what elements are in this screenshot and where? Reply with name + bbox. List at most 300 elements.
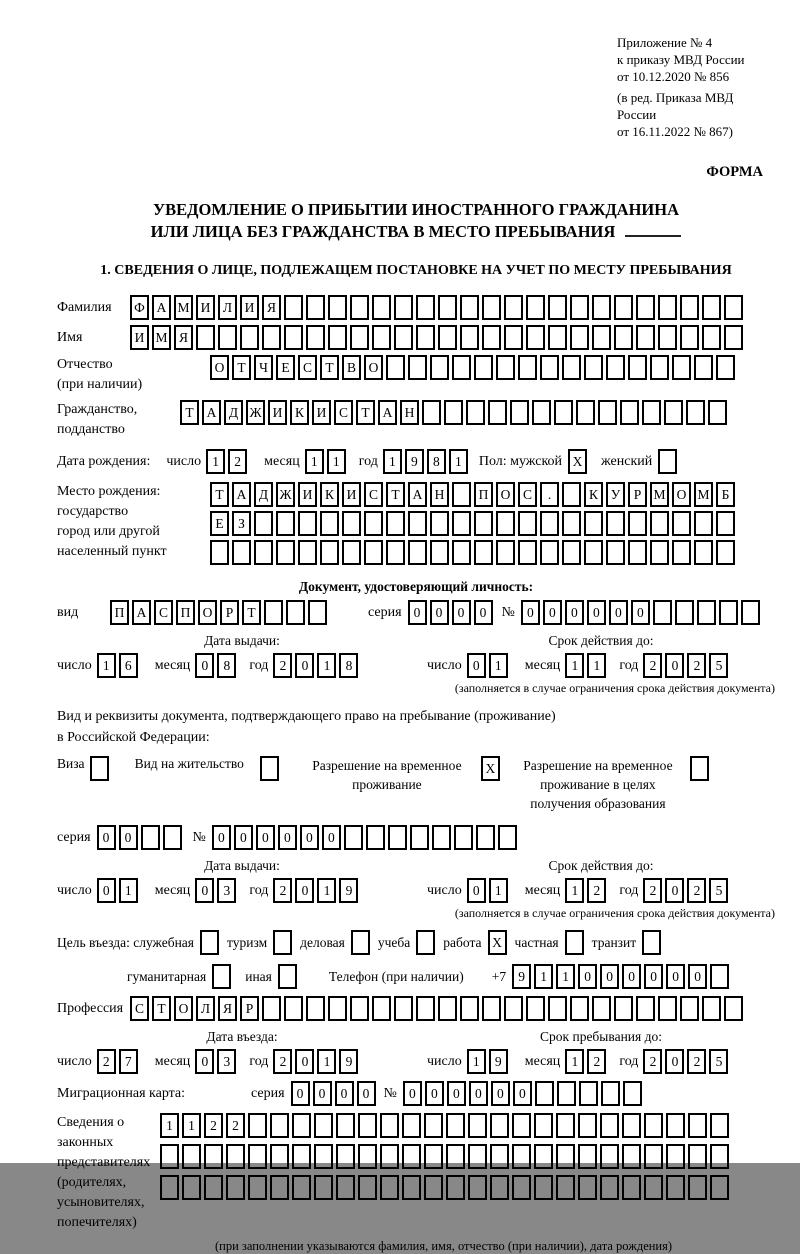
char-cell[interactable] bbox=[628, 540, 647, 565]
char-cell[interactable] bbox=[372, 325, 391, 350]
char-cell[interactable]: 2 bbox=[228, 449, 247, 474]
char-cell[interactable]: 1 bbox=[317, 878, 336, 903]
char-cell[interactable]: Б bbox=[716, 482, 735, 507]
char-cell[interactable]: О bbox=[496, 482, 515, 507]
char-cell[interactable] bbox=[658, 325, 677, 350]
char-cell[interactable] bbox=[526, 325, 545, 350]
char-cell[interactable] bbox=[394, 996, 413, 1021]
char-cell[interactable] bbox=[672, 511, 691, 536]
char-cell[interactable]: 1 bbox=[489, 653, 508, 678]
char-cell[interactable]: 1 bbox=[97, 653, 116, 678]
char-cell[interactable] bbox=[496, 355, 515, 380]
char-cell[interactable] bbox=[556, 1113, 575, 1138]
char-cell[interactable]: И bbox=[268, 400, 287, 425]
char-cell[interactable] bbox=[468, 1113, 487, 1138]
char-cell[interactable] bbox=[424, 1175, 443, 1200]
char-cell[interactable]: 1 bbox=[160, 1113, 179, 1138]
char-cell[interactable] bbox=[496, 540, 515, 565]
char-cell[interactable]: П bbox=[474, 482, 493, 507]
char-cell[interactable] bbox=[240, 325, 259, 350]
char-cell[interactable]: А bbox=[408, 482, 427, 507]
char-cell[interactable]: А bbox=[132, 600, 151, 625]
char-cell[interactable]: 5 bbox=[709, 653, 728, 678]
char-cell[interactable]: 0 bbox=[408, 600, 427, 625]
char-cell[interactable]: Л bbox=[196, 996, 215, 1021]
char-cell[interactable] bbox=[598, 400, 617, 425]
char-cell[interactable] bbox=[532, 400, 551, 425]
char-cell[interactable] bbox=[336, 1175, 355, 1200]
char-cell[interactable]: 0 bbox=[666, 964, 685, 989]
char-cell[interactable]: Ж bbox=[246, 400, 265, 425]
char-cell[interactable] bbox=[535, 1081, 554, 1106]
char-cell[interactable]: С bbox=[364, 482, 383, 507]
char-cell[interactable]: 1 bbox=[317, 653, 336, 678]
char-cell[interactable] bbox=[644, 1175, 663, 1200]
char-cell[interactable]: 1 bbox=[182, 1113, 201, 1138]
char-cell[interactable] bbox=[636, 996, 655, 1021]
char-cell[interactable]: И bbox=[130, 325, 149, 350]
char-cell[interactable]: 2 bbox=[687, 653, 706, 678]
char-cell[interactable] bbox=[182, 1175, 201, 1200]
char-cell[interactable] bbox=[710, 1113, 729, 1138]
char-cell[interactable]: Т bbox=[180, 400, 199, 425]
char-cell[interactable] bbox=[350, 325, 369, 350]
char-cell[interactable] bbox=[314, 1144, 333, 1169]
char-cell[interactable] bbox=[196, 325, 215, 350]
char-cell[interactable]: 0 bbox=[403, 1081, 422, 1106]
char-cell[interactable]: Р bbox=[220, 600, 239, 625]
char-cell[interactable] bbox=[160, 1175, 179, 1200]
char-cell[interactable] bbox=[386, 540, 405, 565]
char-cell[interactable] bbox=[702, 295, 721, 320]
char-cell[interactable]: И bbox=[312, 400, 331, 425]
char-cell[interactable] bbox=[446, 1144, 465, 1169]
char-cell[interactable]: 0 bbox=[469, 1081, 488, 1106]
char-cell[interactable]: 0 bbox=[291, 1081, 310, 1106]
char-cell[interactable] bbox=[284, 996, 303, 1021]
char-cell[interactable] bbox=[664, 400, 683, 425]
char-cell[interactable]: С bbox=[298, 355, 317, 380]
char-cell[interactable] bbox=[292, 1113, 311, 1138]
char-cell[interactable]: 1 bbox=[467, 1049, 486, 1074]
char-cell[interactable]: С bbox=[518, 482, 537, 507]
char-cell[interactable] bbox=[284, 325, 303, 350]
char-cell[interactable] bbox=[264, 600, 283, 625]
char-cell[interactable] bbox=[482, 325, 501, 350]
char-cell[interactable] bbox=[254, 511, 273, 536]
char-cell[interactable]: С bbox=[154, 600, 173, 625]
char-cell[interactable]: 0 bbox=[513, 1081, 532, 1106]
char-cell[interactable] bbox=[286, 600, 305, 625]
char-cell[interactable] bbox=[248, 1113, 267, 1138]
char-cell[interactable]: А bbox=[152, 295, 171, 320]
char-cell[interactable] bbox=[468, 1175, 487, 1200]
purpose-business-checkbox[interactable] bbox=[200, 930, 219, 955]
char-cell[interactable] bbox=[402, 1175, 421, 1200]
char-cell[interactable] bbox=[584, 355, 603, 380]
char-cell[interactable]: 2 bbox=[273, 878, 292, 903]
char-cell[interactable] bbox=[650, 540, 669, 565]
char-cell[interactable] bbox=[452, 355, 471, 380]
char-cell[interactable] bbox=[468, 1144, 487, 1169]
char-cell[interactable] bbox=[306, 325, 325, 350]
char-cell[interactable]: П bbox=[110, 600, 129, 625]
char-cell[interactable] bbox=[675, 600, 694, 625]
char-cell[interactable] bbox=[336, 1144, 355, 1169]
purpose-work-checkbox[interactable]: X bbox=[488, 930, 507, 955]
char-cell[interactable] bbox=[694, 511, 713, 536]
char-cell[interactable] bbox=[380, 1175, 399, 1200]
char-cell[interactable]: 9 bbox=[512, 964, 531, 989]
char-cell[interactable]: 0 bbox=[565, 600, 584, 625]
char-cell[interactable] bbox=[562, 511, 581, 536]
char-cell[interactable]: Т bbox=[356, 400, 375, 425]
char-cell[interactable]: А bbox=[232, 482, 251, 507]
char-cell[interactable]: 0 bbox=[521, 600, 540, 625]
char-cell[interactable]: О bbox=[174, 996, 193, 1021]
char-cell[interactable] bbox=[270, 1175, 289, 1200]
char-cell[interactable] bbox=[416, 295, 435, 320]
char-cell[interactable] bbox=[724, 996, 743, 1021]
char-cell[interactable] bbox=[232, 540, 251, 565]
char-cell[interactable]: А bbox=[378, 400, 397, 425]
char-cell[interactable]: Р bbox=[628, 482, 647, 507]
char-cell[interactable]: Д bbox=[254, 482, 273, 507]
char-cell[interactable]: 2 bbox=[587, 878, 606, 903]
char-cell[interactable] bbox=[490, 1175, 509, 1200]
char-cell[interactable]: И bbox=[240, 295, 259, 320]
char-cell[interactable] bbox=[262, 325, 281, 350]
char-cell[interactable]: 1 bbox=[327, 449, 346, 474]
char-cell[interactable] bbox=[710, 964, 729, 989]
char-cell[interactable] bbox=[672, 355, 691, 380]
char-cell[interactable] bbox=[320, 511, 339, 536]
char-cell[interactable]: 9 bbox=[489, 1049, 508, 1074]
char-cell[interactable]: 0 bbox=[256, 825, 275, 850]
char-cell[interactable]: 7 bbox=[119, 1049, 138, 1074]
char-cell[interactable]: 0 bbox=[119, 825, 138, 850]
char-cell[interactable]: О bbox=[364, 355, 383, 380]
char-cell[interactable]: 0 bbox=[665, 653, 684, 678]
char-cell[interactable]: 2 bbox=[273, 653, 292, 678]
char-cell[interactable] bbox=[702, 996, 721, 1021]
char-cell[interactable] bbox=[666, 1144, 685, 1169]
char-cell[interactable]: 2 bbox=[643, 1049, 662, 1074]
char-cell[interactable] bbox=[394, 325, 413, 350]
char-cell[interactable]: 9 bbox=[339, 1049, 358, 1074]
char-cell[interactable] bbox=[314, 1175, 333, 1200]
char-cell[interactable]: Д bbox=[224, 400, 243, 425]
char-cell[interactable]: 1 bbox=[489, 878, 508, 903]
char-cell[interactable] bbox=[584, 511, 603, 536]
char-cell[interactable] bbox=[658, 996, 677, 1021]
char-cell[interactable]: 0 bbox=[600, 964, 619, 989]
char-cell[interactable] bbox=[226, 1144, 245, 1169]
char-cell[interactable] bbox=[694, 355, 713, 380]
char-cell[interactable]: 2 bbox=[643, 878, 662, 903]
char-cell[interactable] bbox=[342, 511, 361, 536]
char-cell[interactable] bbox=[614, 996, 633, 1021]
char-cell[interactable] bbox=[358, 1113, 377, 1138]
char-cell[interactable]: И bbox=[196, 295, 215, 320]
char-cell[interactable]: 0 bbox=[474, 600, 493, 625]
char-cell[interactable]: 0 bbox=[425, 1081, 444, 1106]
char-cell[interactable]: Т bbox=[152, 996, 171, 1021]
char-cell[interactable]: 0 bbox=[587, 600, 606, 625]
char-cell[interactable] bbox=[438, 325, 457, 350]
char-cell[interactable] bbox=[466, 400, 485, 425]
char-cell[interactable] bbox=[724, 295, 743, 320]
char-cell[interactable] bbox=[254, 540, 273, 565]
char-cell[interactable] bbox=[444, 400, 463, 425]
char-cell[interactable] bbox=[408, 540, 427, 565]
char-cell[interactable] bbox=[576, 400, 595, 425]
char-cell[interactable] bbox=[570, 996, 589, 1021]
char-cell[interactable] bbox=[474, 540, 493, 565]
char-cell[interactable] bbox=[408, 511, 427, 536]
char-cell[interactable] bbox=[372, 996, 391, 1021]
char-cell[interactable] bbox=[688, 1144, 707, 1169]
char-cell[interactable]: Т bbox=[242, 600, 261, 625]
char-cell[interactable] bbox=[270, 1144, 289, 1169]
char-cell[interactable] bbox=[562, 482, 581, 507]
char-cell[interactable]: З bbox=[232, 511, 251, 536]
char-cell[interactable] bbox=[642, 400, 661, 425]
char-cell[interactable]: М bbox=[694, 482, 713, 507]
char-cell[interactable]: 0 bbox=[665, 1049, 684, 1074]
char-cell[interactable]: И bbox=[298, 482, 317, 507]
char-cell[interactable]: 2 bbox=[643, 653, 662, 678]
char-cell[interactable]: П bbox=[176, 600, 195, 625]
char-cell[interactable]: 0 bbox=[631, 600, 650, 625]
char-cell[interactable] bbox=[380, 1113, 399, 1138]
char-cell[interactable]: 0 bbox=[322, 825, 341, 850]
char-cell[interactable]: М bbox=[152, 325, 171, 350]
char-cell[interactable]: О bbox=[672, 482, 691, 507]
char-cell[interactable]: 0 bbox=[97, 825, 116, 850]
char-cell[interactable] bbox=[636, 325, 655, 350]
char-cell[interactable]: 0 bbox=[195, 878, 214, 903]
char-cell[interactable] bbox=[141, 825, 160, 850]
char-cell[interactable] bbox=[666, 1175, 685, 1200]
char-cell[interactable] bbox=[600, 1144, 619, 1169]
char-cell[interactable] bbox=[518, 355, 537, 380]
char-cell[interactable]: 2 bbox=[587, 1049, 606, 1074]
char-cell[interactable] bbox=[476, 825, 495, 850]
char-cell[interactable] bbox=[702, 325, 721, 350]
char-cell[interactable]: К bbox=[290, 400, 309, 425]
char-cell[interactable]: М bbox=[174, 295, 193, 320]
char-cell[interactable] bbox=[504, 295, 523, 320]
char-cell[interactable] bbox=[658, 295, 677, 320]
char-cell[interactable] bbox=[644, 1113, 663, 1138]
char-cell[interactable]: 1 bbox=[556, 964, 575, 989]
char-cell[interactable] bbox=[364, 540, 383, 565]
char-cell[interactable] bbox=[182, 1144, 201, 1169]
char-cell[interactable] bbox=[408, 355, 427, 380]
char-cell[interactable]: 2 bbox=[226, 1113, 245, 1138]
char-cell[interactable] bbox=[526, 996, 545, 1021]
char-cell[interactable] bbox=[292, 1144, 311, 1169]
char-cell[interactable] bbox=[578, 1175, 597, 1200]
char-cell[interactable]: И bbox=[342, 482, 361, 507]
char-cell[interactable] bbox=[366, 825, 385, 850]
char-cell[interactable] bbox=[328, 325, 347, 350]
char-cell[interactable] bbox=[680, 325, 699, 350]
char-cell[interactable] bbox=[248, 1175, 267, 1200]
char-cell[interactable]: 3 bbox=[217, 1049, 236, 1074]
char-cell[interactable]: Н bbox=[430, 482, 449, 507]
char-cell[interactable] bbox=[510, 400, 529, 425]
char-cell[interactable] bbox=[650, 355, 669, 380]
char-cell[interactable] bbox=[402, 1113, 421, 1138]
sex-female-checkbox[interactable] bbox=[658, 449, 677, 474]
char-cell[interactable] bbox=[628, 355, 647, 380]
char-cell[interactable] bbox=[578, 1113, 597, 1138]
char-cell[interactable]: 0 bbox=[212, 825, 231, 850]
char-cell[interactable] bbox=[388, 825, 407, 850]
char-cell[interactable] bbox=[620, 400, 639, 425]
char-cell[interactable] bbox=[380, 1144, 399, 1169]
char-cell[interactable] bbox=[438, 295, 457, 320]
char-cell[interactable]: 2 bbox=[204, 1113, 223, 1138]
char-cell[interactable] bbox=[562, 540, 581, 565]
char-cell[interactable]: 1 bbox=[119, 878, 138, 903]
char-cell[interactable]: У bbox=[606, 482, 625, 507]
char-cell[interactable]: Я bbox=[262, 295, 281, 320]
char-cell[interactable]: 0 bbox=[295, 878, 314, 903]
char-cell[interactable]: 1 bbox=[565, 1049, 584, 1074]
char-cell[interactable] bbox=[276, 540, 295, 565]
char-cell[interactable] bbox=[336, 1113, 355, 1138]
char-cell[interactable]: 0 bbox=[300, 825, 319, 850]
char-cell[interactable] bbox=[460, 996, 479, 1021]
purpose-humanitarian-checkbox[interactable] bbox=[212, 964, 231, 989]
option-temp-residence-checkbox[interactable]: X bbox=[481, 756, 500, 781]
char-cell[interactable]: 0 bbox=[430, 600, 449, 625]
char-cell[interactable] bbox=[562, 355, 581, 380]
purpose-tourism-checkbox[interactable] bbox=[273, 930, 292, 955]
char-cell[interactable] bbox=[430, 355, 449, 380]
char-cell[interactable] bbox=[488, 400, 507, 425]
char-cell[interactable]: Ж bbox=[276, 482, 295, 507]
char-cell[interactable] bbox=[556, 1175, 575, 1200]
char-cell[interactable] bbox=[454, 825, 473, 850]
char-cell[interactable] bbox=[650, 511, 669, 536]
char-cell[interactable]: О bbox=[210, 355, 229, 380]
char-cell[interactable] bbox=[262, 996, 281, 1021]
char-cell[interactable] bbox=[606, 540, 625, 565]
char-cell[interactable]: 0 bbox=[578, 964, 597, 989]
char-cell[interactable] bbox=[364, 511, 383, 536]
char-cell[interactable] bbox=[504, 325, 523, 350]
char-cell[interactable]: Р bbox=[240, 996, 259, 1021]
char-cell[interactable] bbox=[534, 1113, 553, 1138]
char-cell[interactable] bbox=[386, 511, 405, 536]
char-cell[interactable] bbox=[570, 325, 589, 350]
char-cell[interactable] bbox=[716, 511, 735, 536]
char-cell[interactable] bbox=[644, 1144, 663, 1169]
char-cell[interactable]: Л bbox=[218, 295, 237, 320]
char-cell[interactable] bbox=[422, 400, 441, 425]
char-cell[interactable] bbox=[270, 1113, 289, 1138]
char-cell[interactable]: 0 bbox=[195, 653, 214, 678]
char-cell[interactable]: 0 bbox=[357, 1081, 376, 1106]
char-cell[interactable] bbox=[160, 1144, 179, 1169]
char-cell[interactable]: 8 bbox=[217, 653, 236, 678]
char-cell[interactable] bbox=[666, 1113, 685, 1138]
char-cell[interactable]: 0 bbox=[335, 1081, 354, 1106]
char-cell[interactable] bbox=[276, 511, 295, 536]
char-cell[interactable]: 0 bbox=[234, 825, 253, 850]
char-cell[interactable]: К bbox=[320, 482, 339, 507]
char-cell[interactable]: 8 bbox=[339, 653, 358, 678]
char-cell[interactable] bbox=[512, 1175, 531, 1200]
char-cell[interactable] bbox=[372, 295, 391, 320]
char-cell[interactable] bbox=[432, 825, 451, 850]
char-cell[interactable] bbox=[716, 540, 735, 565]
option-temp-residence-edu-checkbox[interactable] bbox=[690, 756, 709, 781]
char-cell[interactable] bbox=[622, 1144, 641, 1169]
char-cell[interactable] bbox=[579, 1081, 598, 1106]
char-cell[interactable] bbox=[474, 355, 493, 380]
char-cell[interactable] bbox=[600, 1113, 619, 1138]
char-cell[interactable] bbox=[482, 996, 501, 1021]
char-cell[interactable]: Н bbox=[400, 400, 419, 425]
char-cell[interactable] bbox=[708, 400, 727, 425]
char-cell[interactable]: В bbox=[342, 355, 361, 380]
char-cell[interactable] bbox=[410, 825, 429, 850]
char-cell[interactable]: 5 bbox=[709, 1049, 728, 1074]
char-cell[interactable]: 0 bbox=[97, 878, 116, 903]
char-cell[interactable] bbox=[548, 325, 567, 350]
char-cell[interactable] bbox=[430, 511, 449, 536]
char-cell[interactable]: 0 bbox=[295, 653, 314, 678]
sex-male-checkbox[interactable]: X bbox=[568, 449, 587, 474]
char-cell[interactable]: 0 bbox=[688, 964, 707, 989]
char-cell[interactable]: Т bbox=[210, 482, 229, 507]
char-cell[interactable] bbox=[688, 1175, 707, 1200]
char-cell[interactable]: 0 bbox=[665, 878, 684, 903]
char-cell[interactable] bbox=[694, 540, 713, 565]
char-cell[interactable] bbox=[430, 540, 449, 565]
char-cell[interactable] bbox=[741, 600, 760, 625]
char-cell[interactable] bbox=[716, 355, 735, 380]
char-cell[interactable] bbox=[298, 540, 317, 565]
purpose-delovaya-checkbox[interactable] bbox=[351, 930, 370, 955]
char-cell[interactable] bbox=[540, 355, 559, 380]
char-cell[interactable] bbox=[320, 540, 339, 565]
char-cell[interactable] bbox=[548, 295, 567, 320]
char-cell[interactable] bbox=[344, 825, 363, 850]
char-cell[interactable] bbox=[526, 295, 545, 320]
char-cell[interactable]: 2 bbox=[273, 1049, 292, 1074]
option-residence-permit-checkbox[interactable] bbox=[260, 756, 279, 781]
purpose-transit-checkbox[interactable] bbox=[642, 930, 661, 955]
char-cell[interactable]: 1 bbox=[383, 449, 402, 474]
char-cell[interactable]: 1 bbox=[534, 964, 553, 989]
char-cell[interactable]: 1 bbox=[565, 878, 584, 903]
char-cell[interactable] bbox=[328, 295, 347, 320]
char-cell[interactable] bbox=[534, 1144, 553, 1169]
char-cell[interactable]: 0 bbox=[543, 600, 562, 625]
char-cell[interactable]: . bbox=[540, 482, 559, 507]
char-cell[interactable] bbox=[308, 600, 327, 625]
char-cell[interactable]: А bbox=[202, 400, 221, 425]
purpose-study-checkbox[interactable] bbox=[416, 930, 435, 955]
char-cell[interactable] bbox=[710, 1144, 729, 1169]
char-cell[interactable] bbox=[490, 1144, 509, 1169]
